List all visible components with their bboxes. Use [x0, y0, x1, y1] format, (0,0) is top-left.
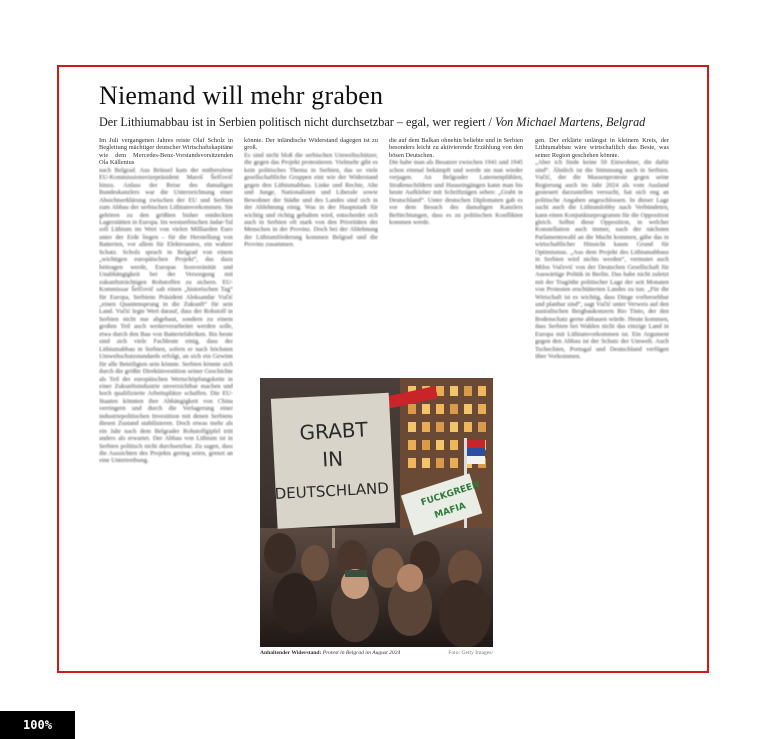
column-lead: gen. Der erklärte unlängst in kleinem Kreis, der Lithiumabbau wäre wirtschaftlich das Beste, was seiner Region geschehen könnte.: [535, 137, 669, 159]
protest-photo-illustration: [260, 378, 493, 647]
sign-main-line1: GRABT: [298, 417, 369, 445]
byline: Von Michael Martens, Belgrad: [494, 115, 646, 129]
protest-photo: [260, 378, 493, 647]
photo-credit: Foto: Getty Images/: [448, 650, 493, 656]
article-column-2: [244, 137, 378, 302]
column-body: „Aber ich finde keine 50 Einwohner, die dafür sind“. Ähnlich ist die Stimmung auch in Serbien. Vučić, der die Massenproteste gegen seine Regierung auch im Jahr 2024 als vom Ausland gesteuert darzustellen versucht, hat sich eng an politische Angaben angeschlossen. In dieser Lage sucht auch die Lithiumlobby nach Verbündeten, kann einen Konjunkturprogramm für die Opposition gleich. Selbst diese Opposition, in welcher Konstellation auch immer, nach der nächsten Parlamentswahl an die Macht kommen, gäbe das in wirtschaftlicher Hinsicht kaum Grund für Optimismus. „Aus dem Projekt des Lithiumabbaus in Serbien wird nichts werden“, vermutet auch Milos Vučević von der Deutschen Gesellschaft für Auswärtige Politik in Berlin. Das habe nicht zuletzt mit der Tragödie politischer Lage der seit Monaten von Protesten erschütterten Landes zu tun. „Für die Wirtschaft ist es wichtig, dass Dinge vorhersehbar und planbar sind“, sagt Vučić unter Verweis auf den australischen Bergbaukonzern Rio Tinto, der den Bodenschatz gerne abbauen würde. Heute kommen, dass Serbien bei Wahlen nicht das einzige Land in Europa mit Lithiumvorkommen ist. Ein Argument gegen den Abbau ist der Schutz der Umwelt. Auch Tschechien, Portugal und Deutschland verfügen über Vorkommen.: [535, 159, 669, 361]
sign-small-line1: FUCK: [419, 490, 449, 509]
subheadline-text: Der Lithiumabbau ist in Serbien politisch nicht durchsetzbar – egal, wer regiert /: [99, 115, 495, 129]
sign-small-line2: GREEN: [445, 479, 482, 501]
column-body: Es sind nicht bloß die serbischen Umweltschützer, die gegen das Projekt protestieren. Vielmehr gibt es kein politisches Thema in Serbien, das so viele gesellschaftliche Gruppen eint wie der Widerstand gegen den Lithiumabbau. Linke und Rechte, Alte und Junge, Nationalisten und Liberale sowie Bewohner der Städte und des Landes sind sich in der Ablehnung einig. Was in der Hauptstadt für wichtig und richtig gehalten wird, entscheidet sich auch in Serbien oft stark von den Prioritäten der Menschen in der Provinz. Doch bei der Ablehnung der Lithiumförderung kommen Belgrad und die Provinz zusammen.: [244, 151, 378, 249]
headline: Niemand will mehr graben: [99, 81, 384, 110]
article-column-3: [389, 137, 523, 302]
column-lead: könnte. Der inländische Widerstand dagegen ist zu groß.: [244, 137, 378, 152]
article-column-1: [99, 137, 233, 657]
column-lead: die auf dem Balkan ohnehin beliebte und in Serbien besonders leicht zu aktivierende Erzählung von den bösen Deutschen.: [389, 137, 523, 159]
article-column-4: [535, 137, 669, 657]
caption-text: Protest in Belgrad im August 2024: [321, 650, 401, 656]
column-lead: Im Juli vergangenen Jahres reiste Olaf Scholz in Begleitung mächtiger deutscher Wirtschaftskapitäne wie dem Mercedes-Benz-Vorstandsvorsitzenden Ola Källenius: [99, 137, 233, 167]
sign-main-line2: IN: [321, 446, 344, 472]
subheadline: [99, 115, 645, 130]
column-body: nach Belgrad. Aus Brüssel kam der mitberufene EU-Kommissionsvizepräsident Maroš Šefčovič hinzu. Anlass der Reise des damaligen Bundeskanzlers war die Unterzeichnung einer Absichtserklärung zwischen der EU und Serbien zum Abbau der serbischen Lithiumvorkommen. Sie gehören zu den größten bisher entdeckten Lagerstätten in Europa. Im westserbischen Jadar-Tal soll Lithium im Wert von vielen Milliarden Euro unter der Erde liegen – für die Herstellung von Batterien, vor allem für Elektroautos, ein wahrer Schatz. Scholz sprach in Belgrad von einem „wichtigen europäischen Projekt“, das dazu beitragen werde, Europas Souveränität und Unabhängigkeit bei der Versorgung mit zukunftsträchtigen Rohstoffen zu sichern. EU-Kommissar Šefčovič sah einen „historischen Tag“ für Europa, Serbiens Präsident Aleksandar Vučić „einen Quantensprung in die Zukunft“ für sein Land. Vučić legte Wert darauf, dass der Rohstoff in Serbien nicht nur abgebaut, sondern zu einem großen Teil auch weiterverarbeitet werden solle, etwa durch den Bau von Batteriefabriken. Bis heute sind sich viele Fachleute einig, dass der Lithiumabbau in Serbien, sofern er nach höchsten Umweltschutzstandards erfolgt, an sich ein Gewinn für alle Beteiligten sein könnte. Serbien könnte sich durch die größte Direktinvestition seiner Geschichte als Teil der europäischen Wertschöpfungskette in einer Zukunftsindustrie unverzichtbar machen und hoch qualifizierte Arbeitsplätze schaffen. Die EU-Staaten könnten ihre Abhängigkeit von China verringern und durch die Verlagerung einer industriepolitischen Investition mit denen Serbiens diesen Zustand stabilisieren. Doch etwas mehr als ein Jahr nach dem Belgrader Rohstoffgipfel tritt anders als erwartet. Der Abbau von Lithium ist in Serbien politisch nicht durchsetzbar. Zu sagen, dass die Aussichten des Projekts gering seien, grenzt an eine Untertreibung.: [99, 166, 233, 465]
column-body: Die habe man als Besatzer zwischen 1941 und 1945 schon einmal bekämpft und werde sie nun wieder verjagen. An Belgrader Laternenpfählen, Straßenschildern und Hauseingängen kann man bis heute Aufkleber mit Schriftzügen sehen: „Grabt in Deutschland“. Unter deutschen Diplomaten gab es vor dem Besuch des damaligen Kanzlers Befürchtungen, dass es zu politischen Konflikten kommen werde.: [389, 159, 523, 226]
photo-caption: [260, 650, 493, 656]
sign-main-line3: DEUTSCHLAND: [274, 479, 390, 503]
caption-label: Anhaltender Widerstand:: [260, 650, 322, 656]
article-clipping: [57, 65, 709, 673]
sign-small-line3: MAFIA: [433, 501, 468, 521]
zoom-level-indicator[interactable]: 100%: [0, 711, 75, 739]
